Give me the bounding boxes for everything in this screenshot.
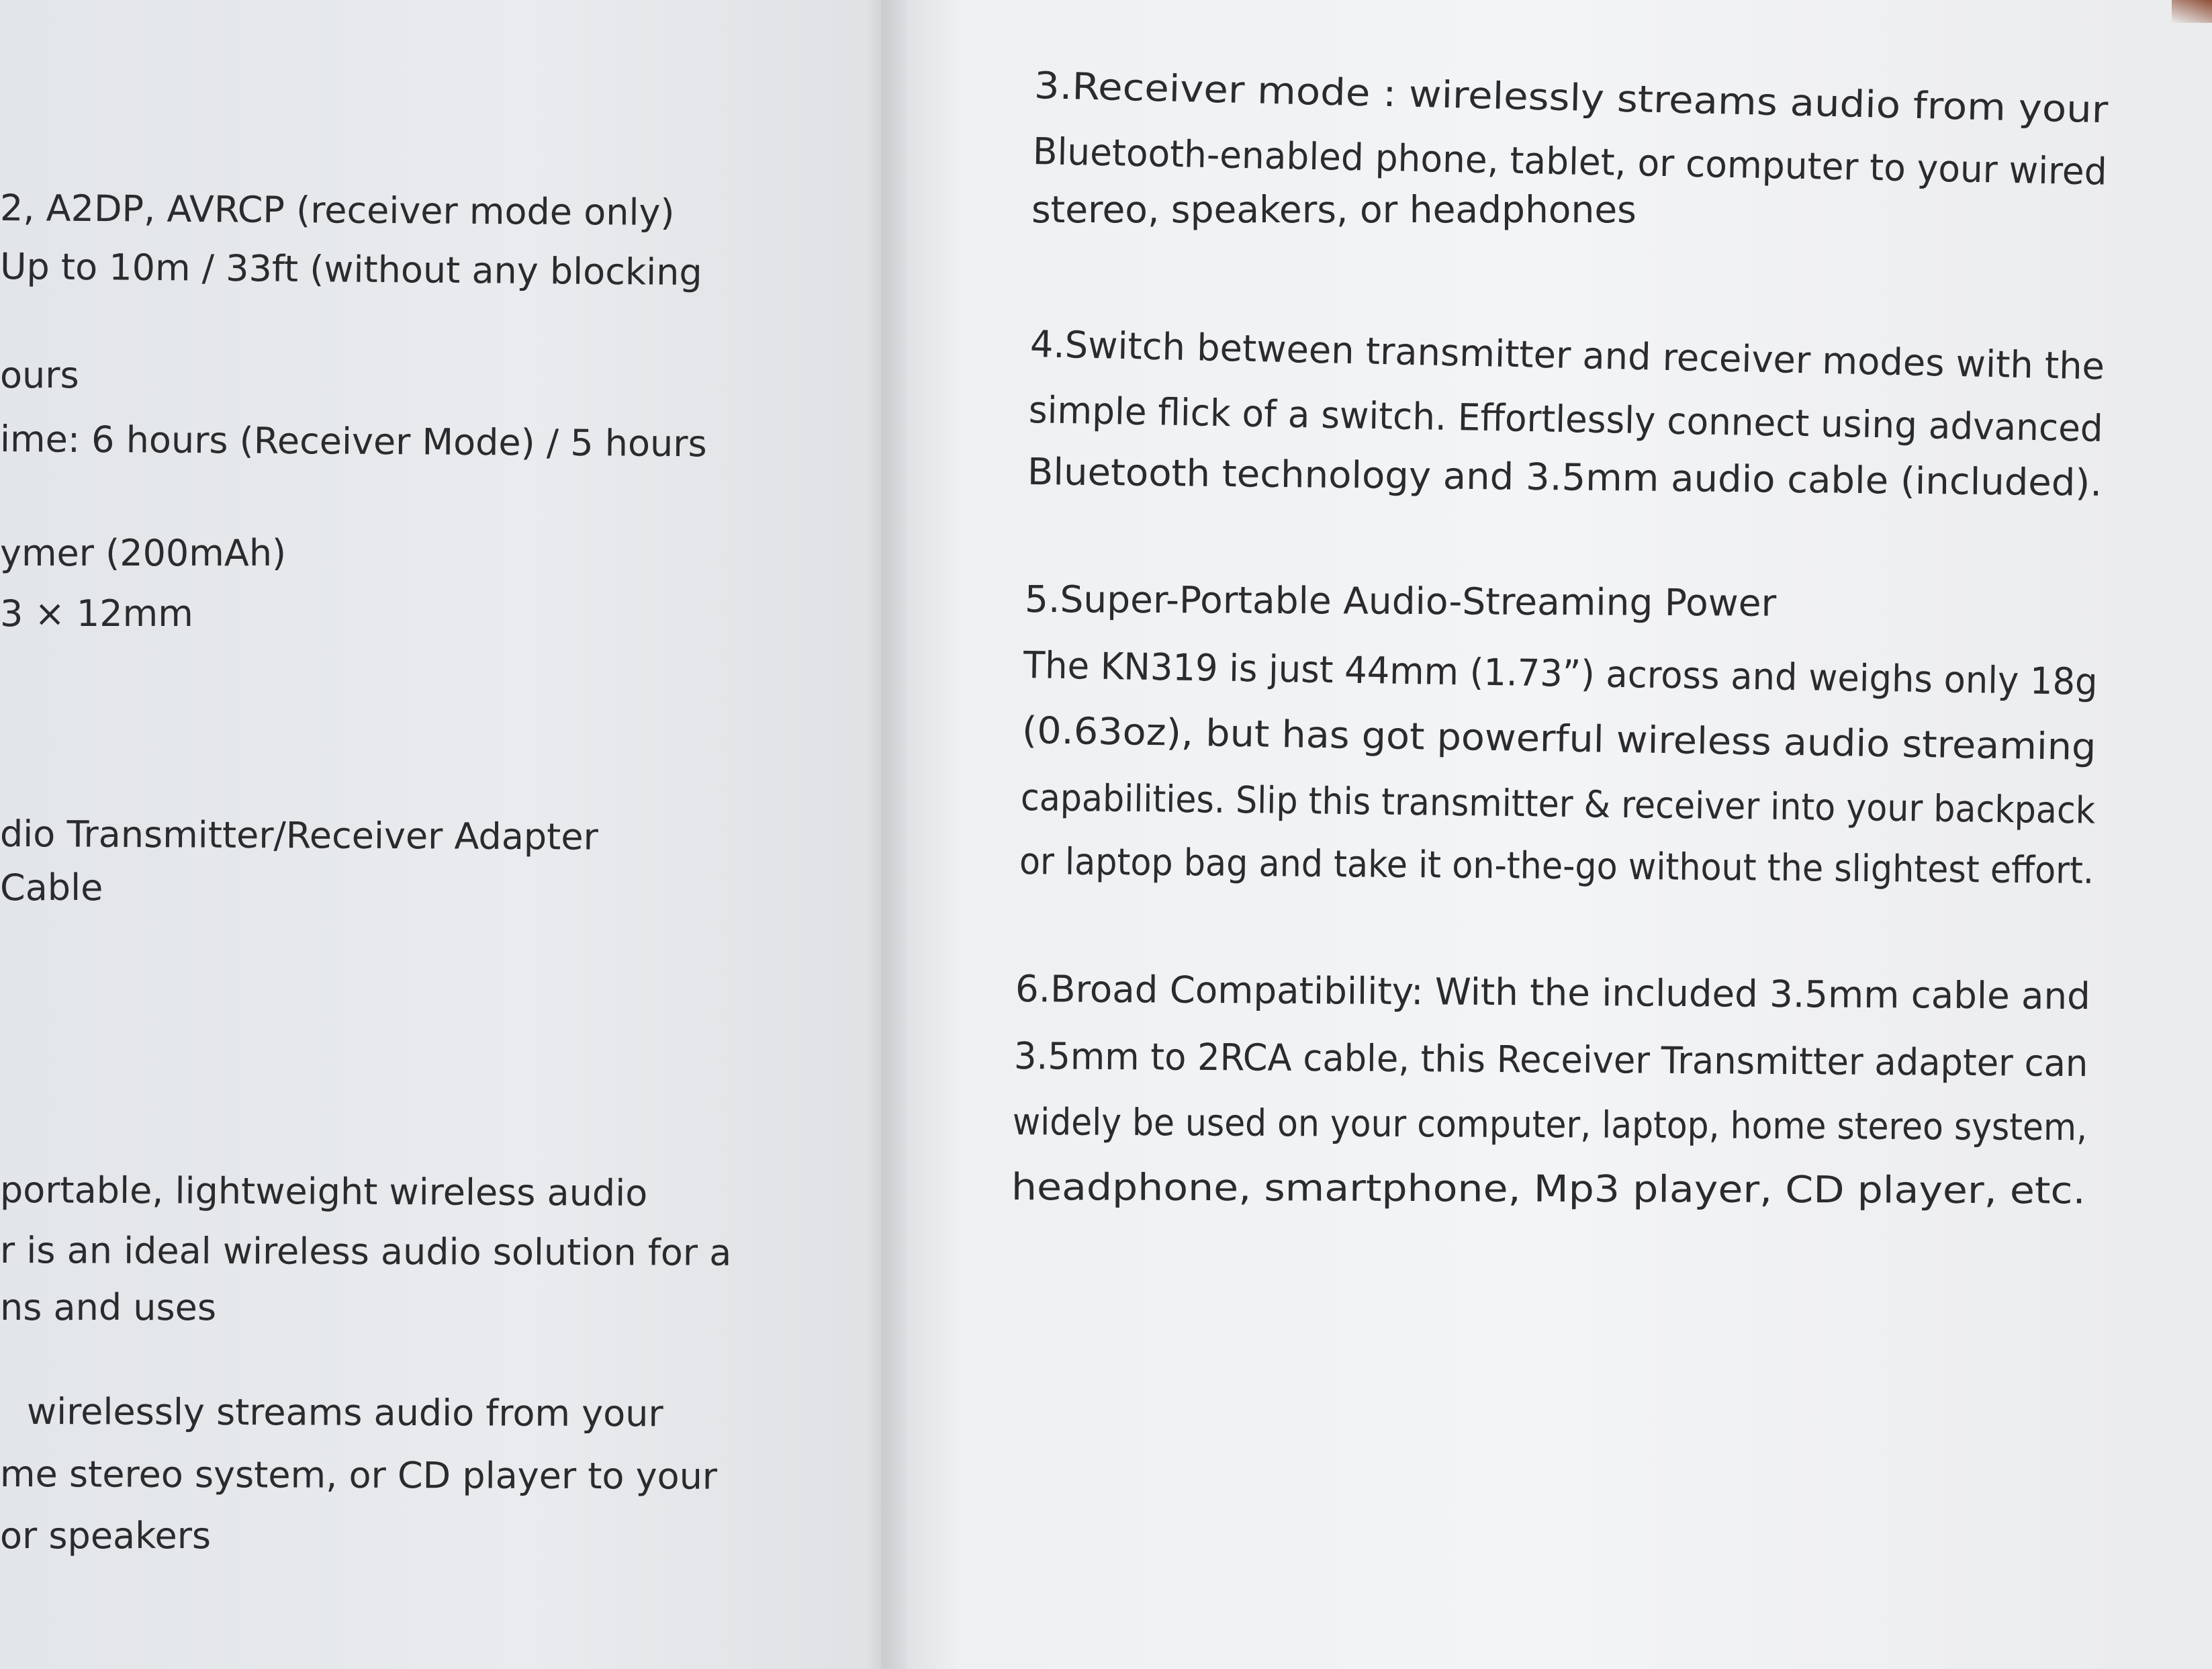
left-line-7: dio Transmitter/Receiver Adapter <box>0 813 598 858</box>
left-line-3: ours <box>0 354 79 396</box>
left-line-13: me stereo system, or CD player to your <box>0 1453 718 1498</box>
right-line-15: headphone, smartphone, Mp3 player, CD player, etc. <box>1011 1165 2086 1212</box>
left-line-1: 2, A2DP, AVRCP (receiver mode only) <box>0 187 675 234</box>
corner-shadow <box>2172 0 2212 23</box>
right-line-1: 3.Receiver mode : wirelessly streams audio from your <box>1033 64 2109 132</box>
right-line-10: capabilities. Slip this transmitter & receiver into your backpack <box>1020 776 2096 832</box>
right-line-4: 4.Switch between transmitter and receiver modes with the <box>1029 322 2105 388</box>
right-line-14: widely be used on your computer, laptop, home stereo system, <box>1012 1100 2088 1149</box>
left-page <box>0 0 881 1669</box>
right-line-9: (0.63oz), but has got powerful wireless audio streaming <box>1021 709 2096 769</box>
right-line-7: 5.Super-Portable Audio-Streaming Power <box>1024 578 1777 625</box>
right-line-2: Bluetooth-enabled phone, tablet, or computer to your wired <box>1032 130 2108 193</box>
right-line-6: Bluetooth technology and 3.5mm audio cable (included). <box>1027 450 2103 504</box>
right-page <box>881 0 2212 1669</box>
left-line-14: or speakers <box>0 1515 212 1557</box>
left-line-8: Cable <box>0 866 103 909</box>
left-line-9: portable, lightweight wireless audio <box>0 1169 648 1215</box>
left-line-4: ime: 6 hours (Receiver Mode) / 5 hours <box>0 418 707 465</box>
right-line-12: 6.Broad Compatibility: With the included 3.5mm cable and <box>1015 967 2091 1018</box>
right-line-8: The KN319 is just 44mm (1.73”) across and weighs only 18g <box>1023 643 2099 704</box>
left-line-6: 3 × 12mm <box>0 592 193 635</box>
left-line-12: wirelessly streams audio from your <box>26 1390 663 1435</box>
left-line-11: ns and uses <box>0 1286 216 1328</box>
right-line-11: or laptop bag and take it on-the-go without the slightest effort. <box>1019 840 2094 892</box>
left-line-5: ymer (200mAh) <box>0 532 287 574</box>
left-line-2: Up to 10m / 33ft (without any blocking <box>0 245 702 294</box>
right-line-3: stereo, speakers, or headphones <box>1031 188 1637 231</box>
right-line-13: 3.5mm to 2RCA cable, this Receiver Transmitter adapter can <box>1013 1034 2088 1085</box>
right-line-5: simple flick of a switch. Effortlessly connect using advanced <box>1028 388 2104 450</box>
left-line-10: r is an ideal wireless audio solution for a <box>0 1229 732 1274</box>
